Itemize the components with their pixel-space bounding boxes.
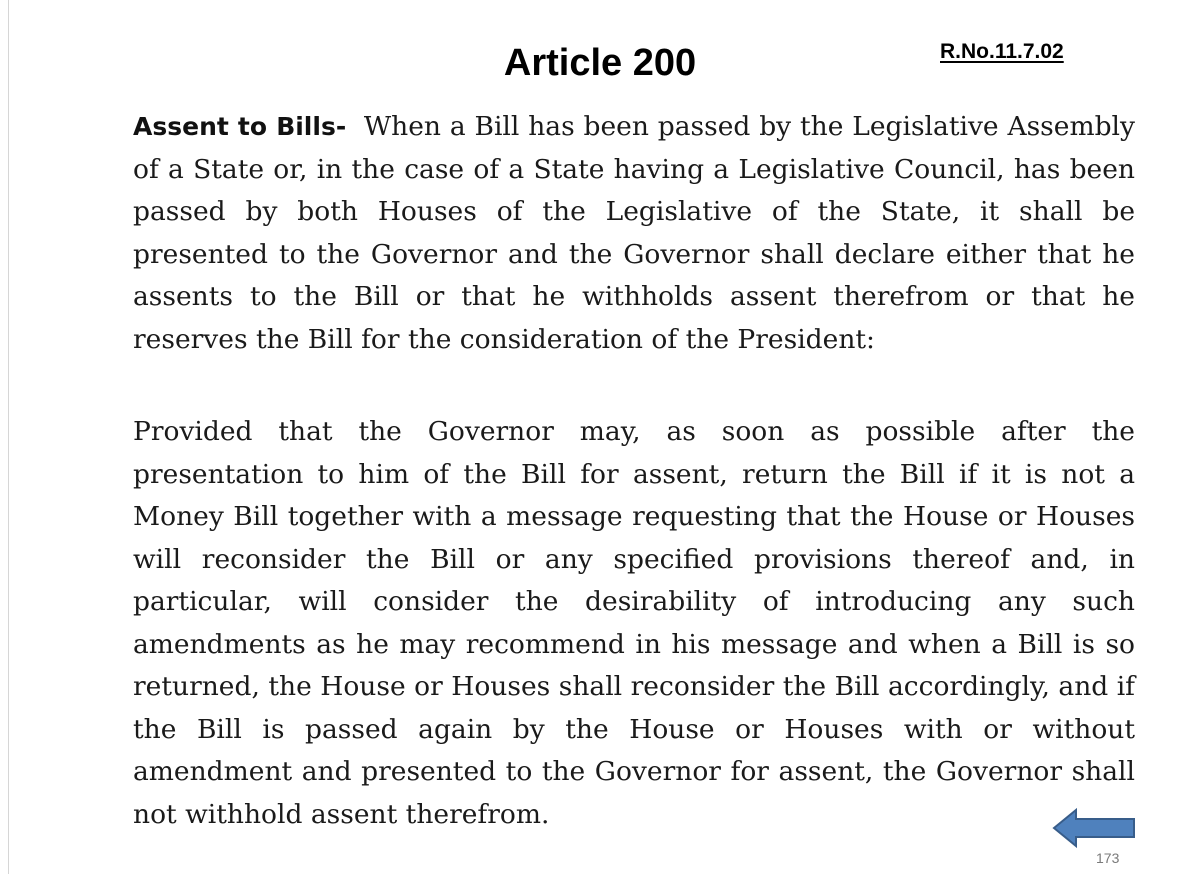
left-arrow-shape	[1054, 810, 1134, 846]
page-edge-divider	[8, 0, 9, 874]
section-heading: Assent to Bills-	[133, 112, 347, 141]
article-title: Article 200	[503, 42, 697, 84]
paragraph-proviso	[133, 411, 1135, 836]
paragraph-2-text: Provided that the Governor may, as soon as possible after the presentation to him of the Bill for assent, return the Bill if it is not a Money Bill together with a message requesting that the House or Houses will reconsider the Bill or any specified provisions thereof and, in particular, will consider the desirability of introducing any such amendments as he may recommend in his message and when a Bill is so returned, the House or Houses shall reconsider the Bill accordingly, and if the Bill is passed again by the House or Houses with or without amendment and presented to the Governor for assent, the Governor shall not withhold assent therefrom.	[133, 416, 1135, 830]
left-arrow-icon[interactable]	[1052, 806, 1136, 850]
paragraph-1-text: When a Bill has been passed by the Legislative Assembly of a State or, in the case of a State having a Legislative Council, has been passed by both Houses of the Legislative of the State, it shall be presented to the Governor and the Governor shall declare either that he assents to the Bill or that he withholds assent therefrom or that he reserves the Bill for the consideration of the President:	[133, 111, 1136, 355]
reference-number: R.No.11.7.02	[940, 40, 1064, 63]
paragraph-assent-to-bills	[133, 106, 1135, 361]
page-number: 173	[1096, 850, 1120, 866]
